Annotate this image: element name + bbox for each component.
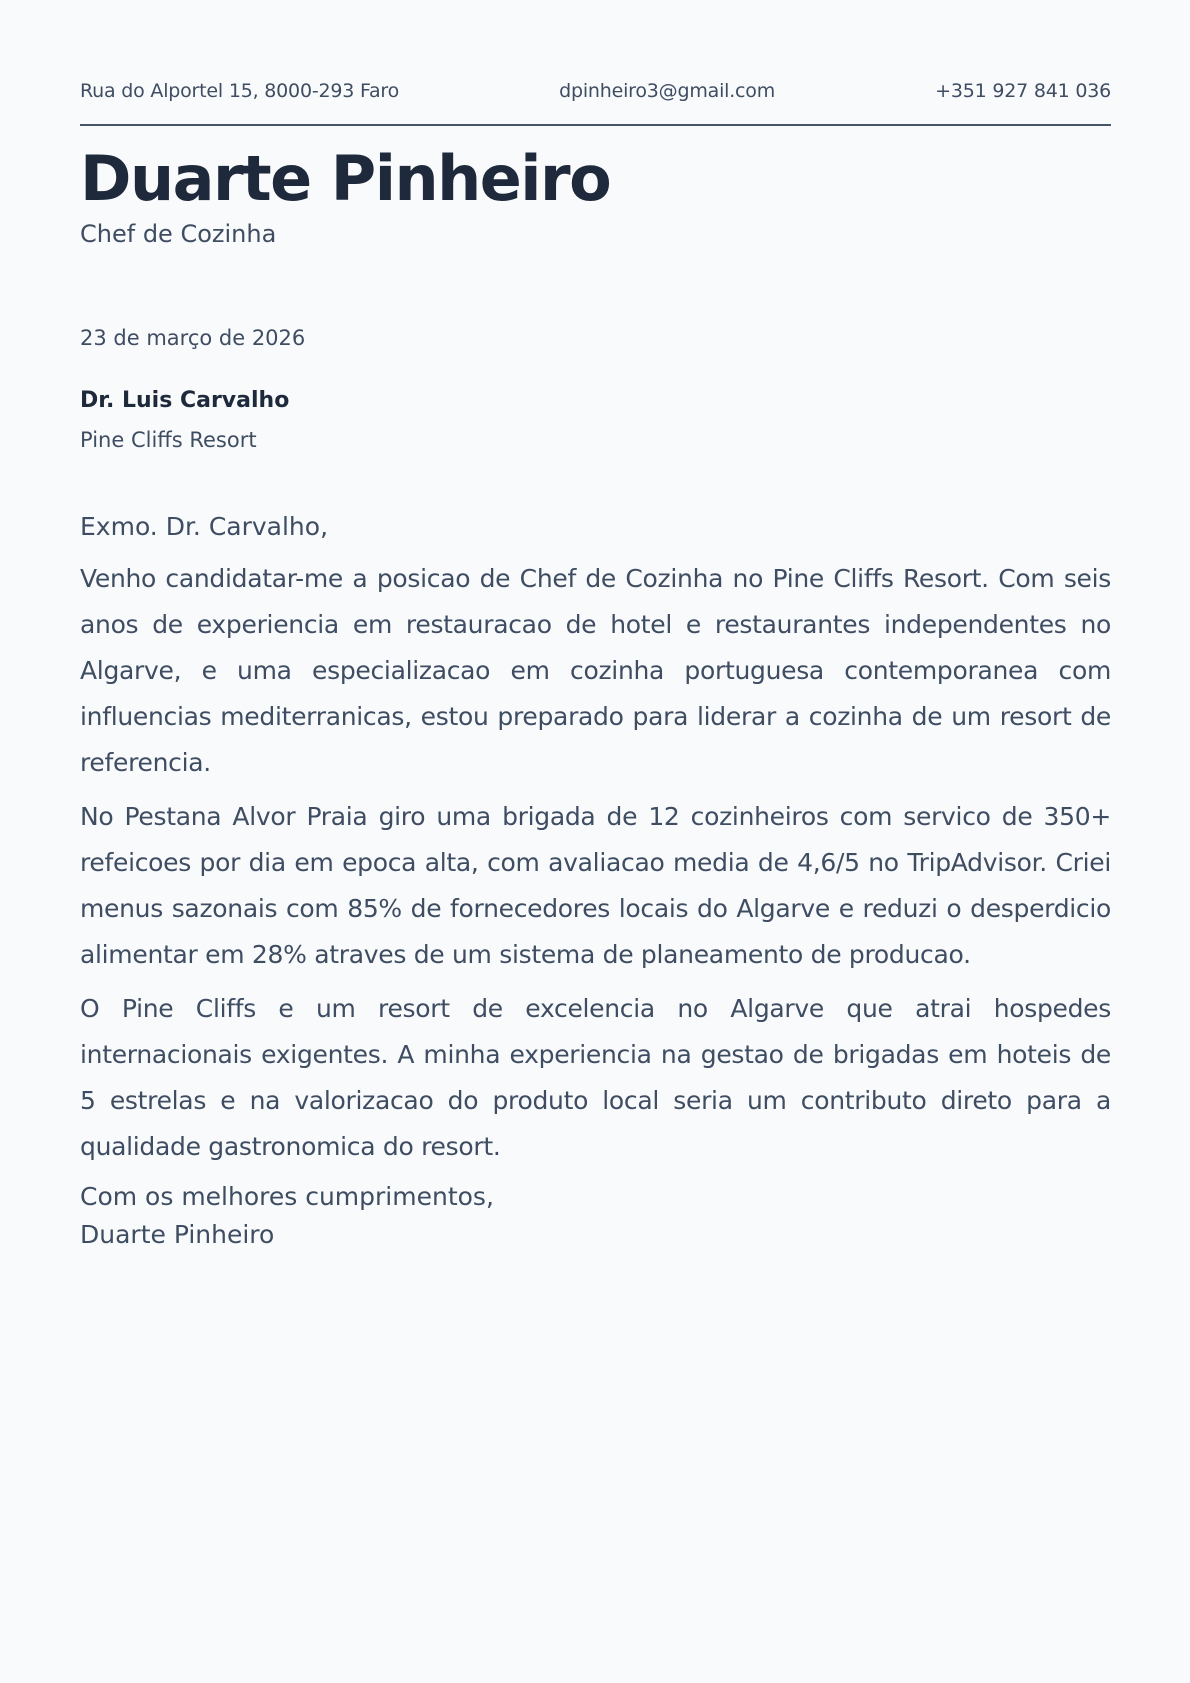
applicant-role: Chef de Cozinha (80, 220, 277, 248)
closing: Com os melhores cumprimentos, (80, 1182, 494, 1211)
header-divider (80, 124, 1111, 126)
paragraph-experience: No Pestana Alvor Praia giro uma brigada de 12 cozinheiros com servico de 350+ refeicoes por dia em epoca alta, com avaliacao media de 4,6/5 no TripAdvisor. Criei menus sazonais com 85% de fornecedores locais do Algarve e reduzi o desperdicio alimentar em 28% atraves de um sistema de planeamento de producao. (80, 802, 1111, 969)
contact-email: dpinheiro3@gmail.com (559, 80, 776, 102)
recipient-name: Dr. Luis Carvalho (80, 388, 290, 413)
signature: Duarte Pinheiro (80, 1220, 275, 1249)
contact-phone: +351 927 841 036 (935, 80, 1111, 102)
contact-bar (80, 80, 1111, 102)
salutation: Exmo. Dr. Carvalho, (80, 512, 329, 541)
paragraph-motivation: O Pine Cliffs e um resort de excelencia no Algarve que atrai hospedes internacionais exigentes. A minha experiencia na gestao de brigadas em hoteis de 5 estrelas e na valorizacao do produto local seria um contributo direto para a qualidade gastronomica do resort. (80, 994, 1111, 1161)
letter-body (80, 508, 1111, 1254)
recipient-organization: Pine Cliffs Resort (80, 428, 257, 452)
letter-date: 23 de março de 2026 (80, 326, 306, 350)
applicant-name: Duarte Pinheiro (80, 142, 611, 215)
paragraph-intro: Venho candidatar-me a posicao de Chef de Cozinha no Pine Cliffs Resort. Com seis anos de experiencia em restauracao de hotel e restaurantes independentes no Algarve, e uma especializacao em cozinha portuguesa contemporanea com influencias mediterranicas, estou preparado para liderar a cozinha de um resort de referencia. (80, 564, 1111, 777)
contact-address: Rua do Alportel 15, 8000-293 Faro (80, 80, 400, 102)
